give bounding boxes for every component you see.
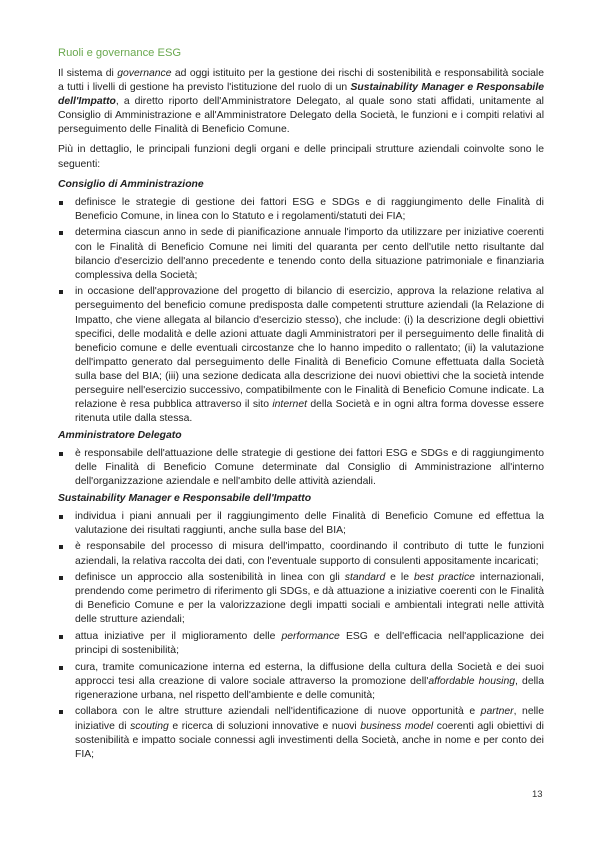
square-bullet-icon: [59, 201, 63, 205]
subsection-title: Consiglio di Amministrazione: [58, 178, 204, 190]
text-run: standard: [344, 572, 386, 584]
square-bullet-icon: [59, 576, 63, 580]
page-number: 13: [532, 789, 543, 800]
intro-paragraph: [58, 67, 544, 137]
text-run: governance: [117, 68, 172, 79]
bullet-list: [58, 447, 544, 489]
list-item: [58, 510, 544, 538]
text-run: individua i piani annuali per il raggiungimento delle Finalità di Beneficio Comune ed effettua la valutazione dei risultati raggiunti, anche sulla base del BIA;: [75, 510, 544, 536]
bullet-list: [58, 196, 544, 427]
text-run: cura, tramite comunicazione interna ed esterna, la diffusione della cultura della Società e dei suoi approcci tesi alla creazione di valore sociale attraverso la promozione dell': [75, 661, 544, 687]
text-run: business model: [360, 720, 434, 732]
subsection-title: Amministratore Delegato: [58, 429, 182, 441]
text-run: Sustainability Manager e Responsabile dell'Impatto: [58, 82, 544, 108]
text-run: attua iniziative per il miglioramento delle: [75, 630, 282, 642]
text-run: scouting: [130, 720, 169, 732]
list-item: [58, 630, 544, 658]
text-run: è responsabile del processo di misura dell'impatto, coordinando il contributo di tutte le funzioni aziendali, la relativa raccolta dei dati, con l'eventuale supporto di consulenti appositamente incaricati;: [75, 541, 544, 567]
text-run: ESG e dell'efficacia nell'applicazione dei principi di sostenibilità;: [75, 630, 544, 657]
square-bullet-icon: [59, 231, 63, 235]
text-run: Il sistema di: [58, 68, 118, 79]
text-run: , nelle iniziative di: [75, 706, 545, 732]
text-run: definisce un approccio alla sostenibilità in linea con gli: [75, 572, 345, 584]
text-run: , della rigenerazione urbana, nel rispetto dell'ambiente e delle comunità;: [75, 675, 545, 701]
text-run: performance: [281, 630, 340, 642]
text-run: della Società e in ogni altra forma dovesse essere ritenuta utile dalla stessa.: [75, 399, 544, 425]
text-run: collabora con le altre strutture aziendali nell'identificazione di nuove opportunità e: [75, 706, 481, 718]
list-item: [58, 196, 544, 224]
text-run: e le: [385, 572, 414, 584]
list-item: [58, 661, 544, 703]
document-page: [58, 46, 544, 764]
square-bullet-icon: [59, 666, 63, 670]
text-run: ad oggi istituito per la gestione dei rischi di sostenibilità e responsabilità sociale a tutti i livelli di gestione ha previsto l'istituzione del ruolo di un: [58, 68, 544, 94]
text-run: coerenti agli obiettivi di sostenibilità e impatto sociale connessi agli investimenti della Società, anche in nome e per conto dei FIA;: [75, 720, 544, 760]
square-bullet-icon: [59, 515, 63, 519]
square-bullet-icon: [59, 545, 63, 549]
list-item: [58, 705, 544, 761]
text-run: internet: [272, 399, 308, 411]
text-run: internazionali, prendendo come perimetro di riferimento gli SDGs, e dà attuazione a iniziative coerenti con le Finalità di Beneficio Comune e per la valorizzazione degli impatti sociali e ambientali integrati nelle attività delle strutture aziendali;: [75, 572, 544, 626]
text-run: in occasione dell'approvazione del progetto di bilancio di esercizio, approva la relazione relativa al perseguimento del beneficio comune predisposta dalle competenti strutture aziendali (la Relazione di Impatto, che viene allegata al bilancio d'esercizio stesso), che include: (i) la descrizione degli obiettivi specifici, delle modalità e delle azioni attuate dagli Amministratori per il perseguimento delle finalità di beneficio comune e delle eventuali circostanze che lo hanno impedito o rallentato; (ii) la valutazione dell'impatto generato dal perseguimento delle Finalità di Beneficio Comune effettuata dalla Società sulla base del BIA; (iii) una sezione dedicata alla descrizione dei nuovi obiettivi che la società intende perseguire nell'esercizio successivo, compatibilmente con le Finalità di Beneficio Comune indicate. La relazione è resa pubblica attraverso il sito: [75, 286, 544, 411]
list-item: [58, 226, 544, 282]
sections-container: [58, 178, 544, 762]
text-run: affordable housing: [428, 675, 516, 687]
list-item: [58, 285, 544, 426]
text-run: e ricerca di soluzioni innovative e nuovi: [168, 720, 361, 732]
text-run: partner: [480, 706, 514, 718]
text-run: , a diretto riporto dell'Amministratore Delegato, al quale sono stati affidati, unitamente al Consiglio di Amministrazione e all'Amministratore Delegato della Società, le funzioni e i compiti relativi al perseguimento delle Finalità di Beneficio Comune.: [58, 96, 544, 136]
list-item: [58, 571, 544, 627]
list-item: [58, 447, 544, 489]
list-item: [58, 540, 544, 568]
intro-paragraph-2: Più in dettaglio, le principali funzioni degli organi e delle principali strutture aziendali coinvolte sono le seguenti:: [58, 144, 544, 170]
square-bullet-icon: [59, 452, 63, 456]
section-heading: Ruoli e governance ESG: [58, 47, 182, 59]
text-run: determina ciascun anno in sede di pianificazione annuale l'importo da utilizzare per iniziative coerenti con le Finalità di Beneficio Comune nei limiti del quaranta per cento dell'utile netto risultante dal bilancio d'esercizio dell'anno precedente e tenendo conto della situazione patrimoniale e finanziaria complessiva della Società;: [75, 227, 544, 281]
square-bullet-icon: [59, 710, 63, 714]
subsection-title: Sustainability Manager e Responsabile dell'Impatto: [58, 492, 312, 504]
text-run: è responsabile dell'attuazione delle strategie di gestione dei fattori ESG e SDGs e di raggiungimento delle Finalità di Beneficio Comune determinate dal Consiglio di Amministrazione all'interno dell'organizzazione aziendale e nell'ambito delle attività aziendali.: [75, 447, 544, 488]
square-bullet-icon: [59, 290, 63, 294]
bullet-list: [58, 510, 544, 762]
square-bullet-icon: [59, 635, 63, 639]
text-run: definisce le strategie di gestione dei fattori ESG e SDGs e di raggiungimento delle Finalità di Beneficio Comune, in linea con lo Statuto e i regolamenti/statuti dei FIA;: [75, 196, 544, 222]
text-run: best practice: [413, 572, 475, 584]
